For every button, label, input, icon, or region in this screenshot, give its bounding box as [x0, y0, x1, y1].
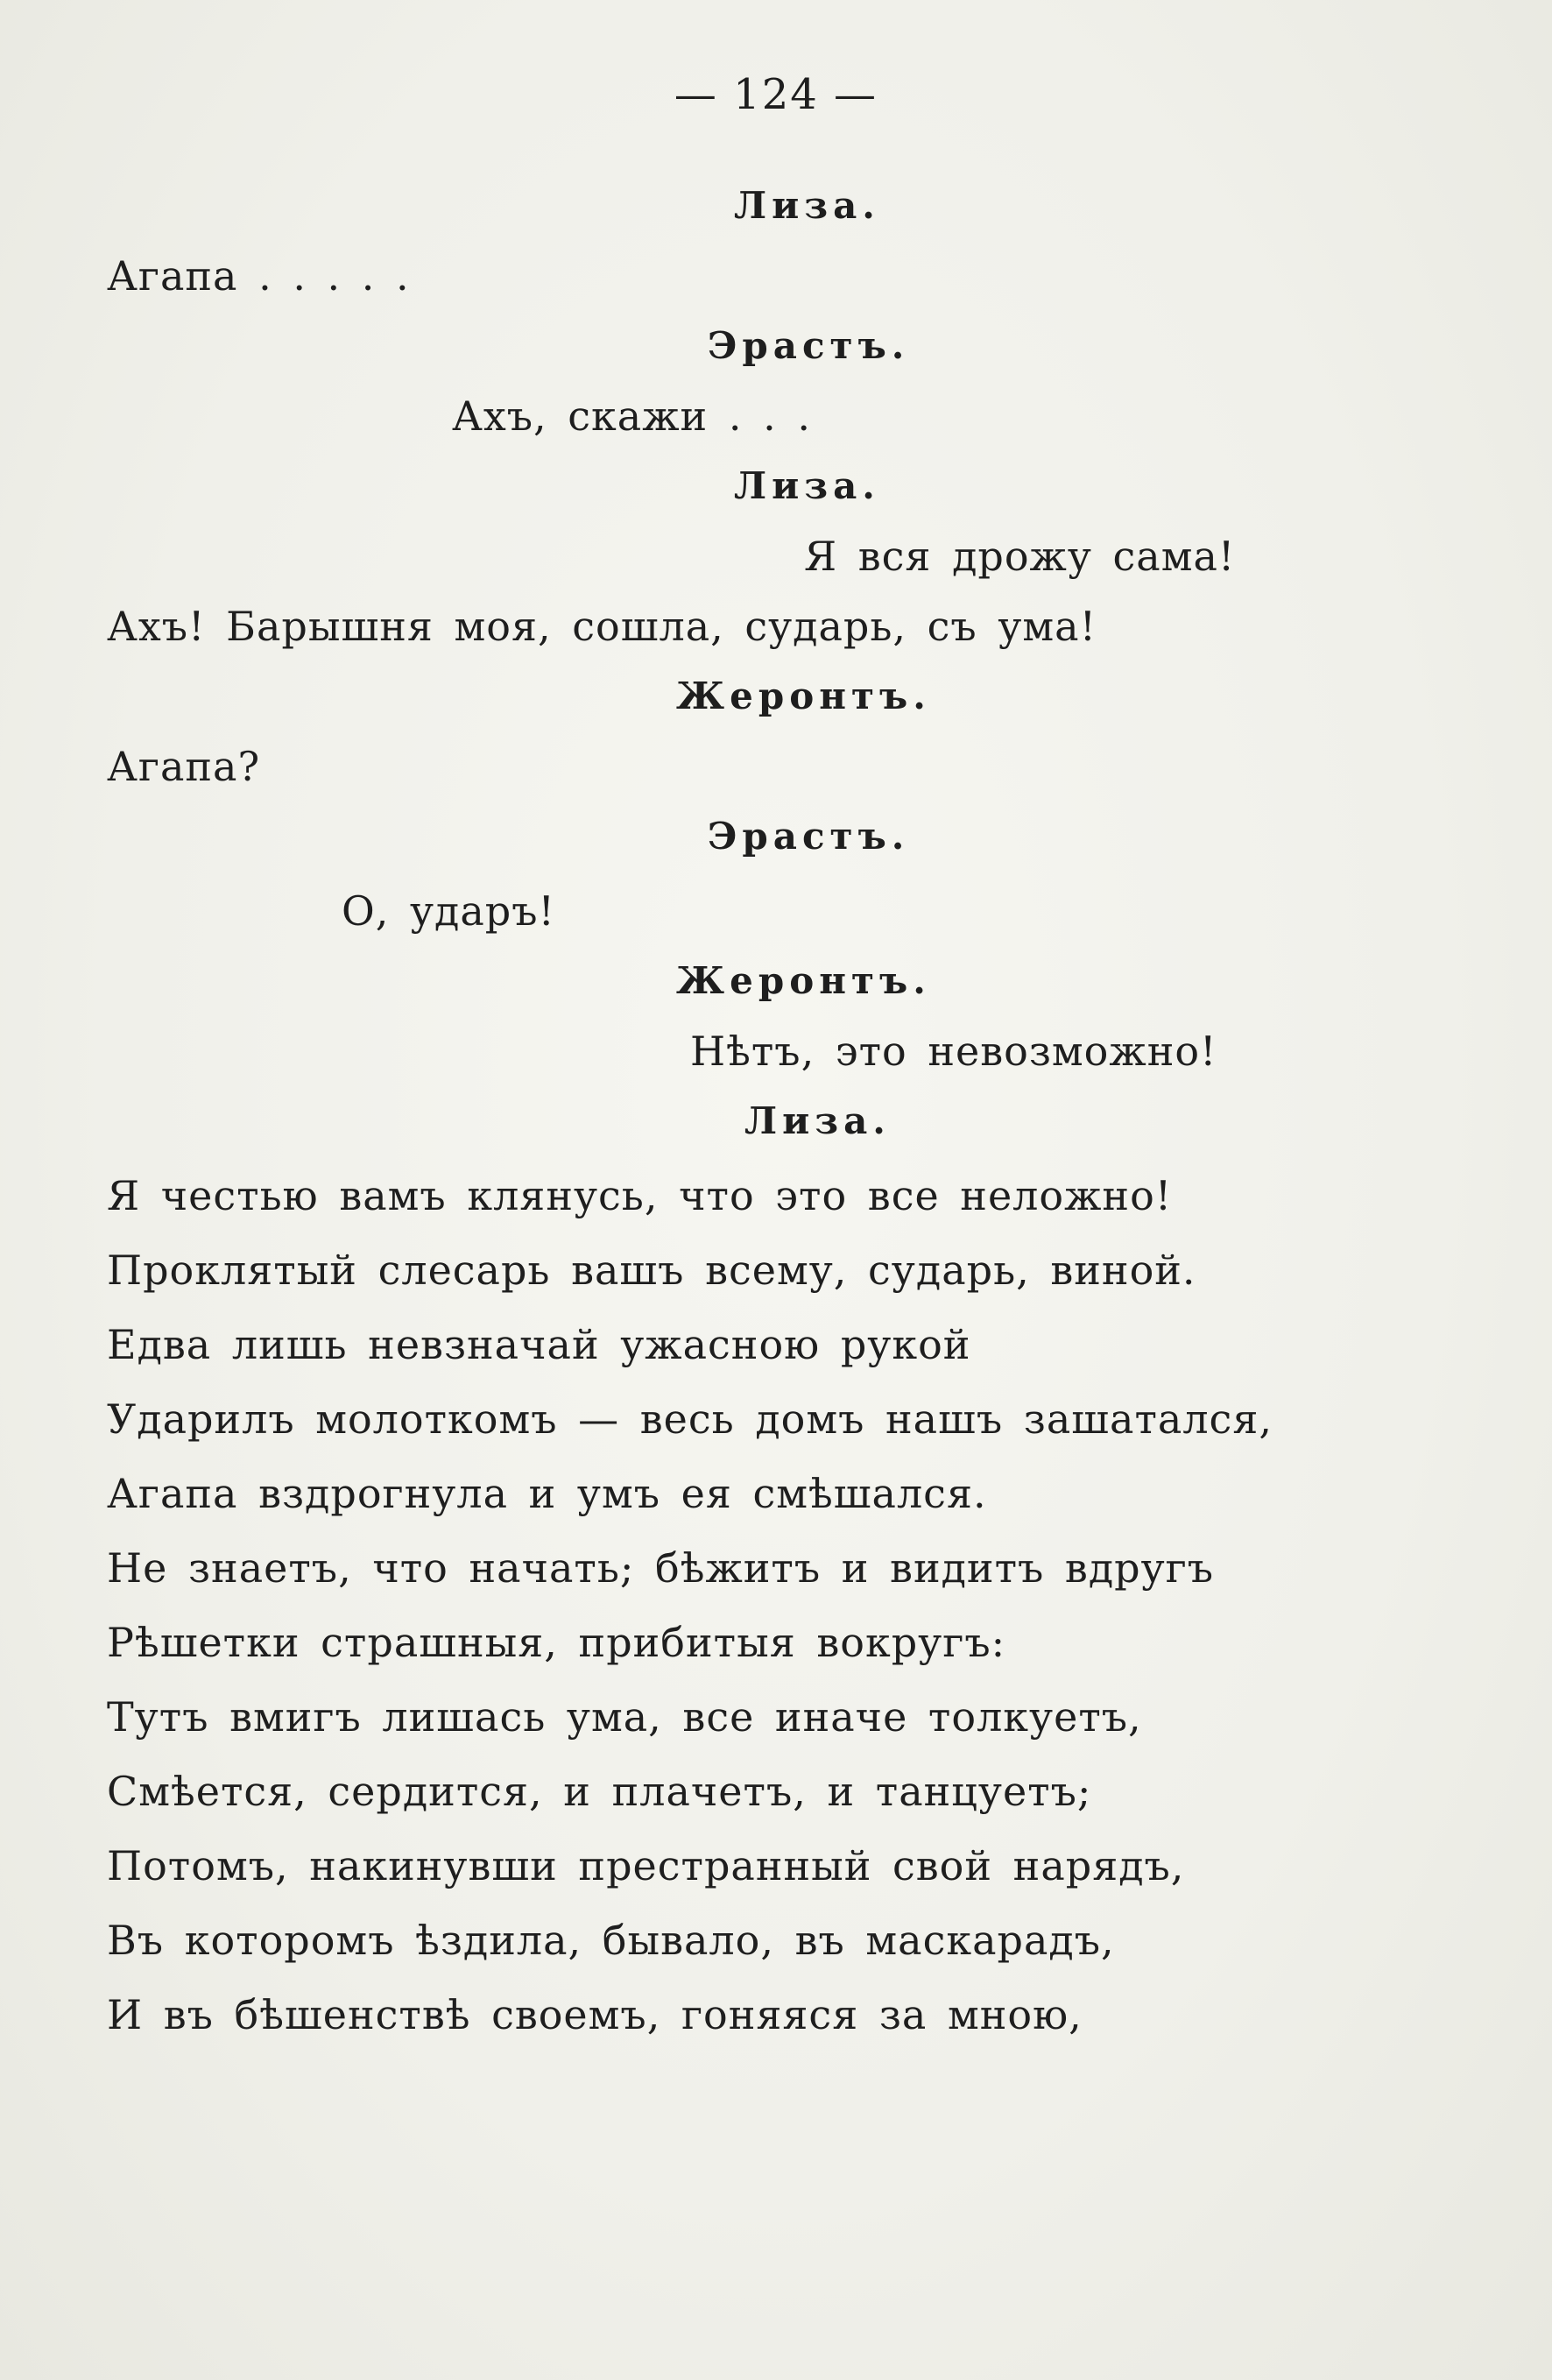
page-number: — 124 —	[674, 70, 878, 119]
verse-line: Я вся дрожу сама!	[804, 533, 1236, 580]
verse-line: О, ударъ!	[342, 887, 555, 935]
verse-line: Агапа . . . . .	[107, 252, 410, 300]
speaker-zheront: Жеронтъ.	[676, 959, 931, 1002]
verse-line: Проклятый слесарь вашъ всему, сударь, виной.	[107, 1246, 1196, 1294]
verse-line: Нѣтъ, это невозможно!	[690, 1028, 1217, 1075]
speaker-liza: Лиза.	[744, 1099, 891, 1142]
verse-line: Рѣшетки страшныя, прибитыя вокругъ:	[107, 1619, 1006, 1666]
speaker-liza: Лиза.	[734, 464, 880, 507]
verse-line: Не знаетъ, что начать; бѣжитъ и видитъ вдругъ	[107, 1544, 1215, 1592]
verse-line: Агапа?	[107, 743, 261, 790]
verse-line: Ахъ, скажи . . .	[452, 392, 811, 440]
verse-line: Тутъ вмигъ лишась ума, все иначе толкуетъ,	[107, 1693, 1142, 1741]
speaker-liza: Лиза.	[734, 184, 880, 227]
verse-line: Потомъ, накинувши престранный свой нарядъ,	[107, 1842, 1185, 1889]
verse-line: Ахъ! Барышня моя, сошла, сударь, съ ума!	[107, 603, 1097, 650]
verse-line: Я честью вамъ клянусь, что это все неложно!	[107, 1172, 1173, 1219]
verse-line: Смѣется, сердится, и плачетъ, и танцуетъ;	[107, 1768, 1092, 1815]
speaker-erast: Эрастъ.	[708, 815, 910, 858]
verse-line: Едва лишь невзначай ужасною рукой	[107, 1321, 971, 1368]
speaker-erast: Эрастъ.	[708, 324, 910, 367]
verse-line: И въ бѣшенствѣ своемъ, гоняяся за мною,	[107, 1991, 1083, 2038]
verse-line: Ударилъ молоткомъ — весь домъ нашъ зашатался,	[107, 1395, 1273, 1443]
speaker-zheront: Жеронтъ.	[676, 674, 931, 717]
verse-line: Въ которомъ ѣздила, бывало, въ маскарадъ,	[107, 1917, 1115, 1964]
verse-line: Агапа вздрогнула и умъ ея смѣшался.	[107, 1470, 987, 1517]
